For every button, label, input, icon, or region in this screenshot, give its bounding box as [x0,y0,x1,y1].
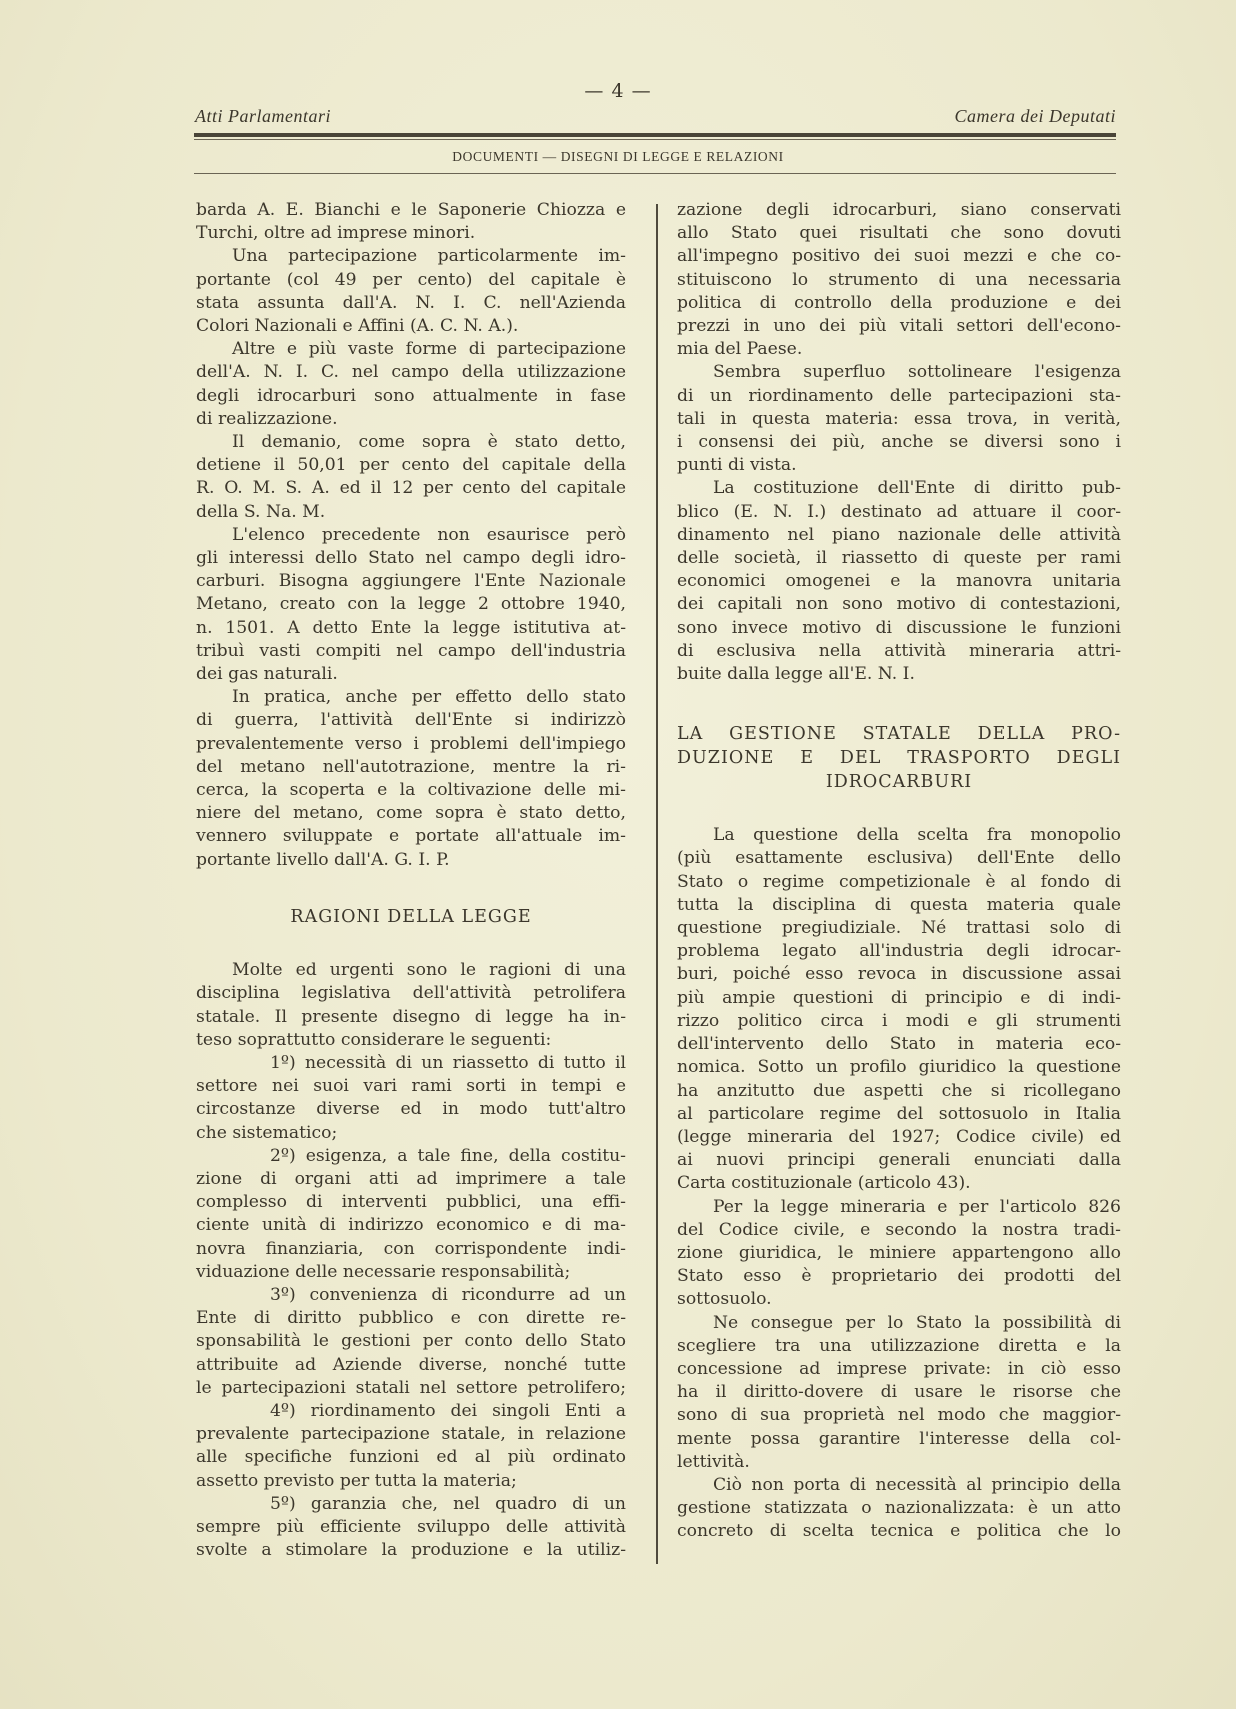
text-line: portante (col 49 per cento) del capitale è [196,269,626,290]
text-line: della S. Na. M. [196,501,326,522]
running-header-right: Camera dei Deputati [954,106,1116,126]
text-line: complesso di interventi pubblici, una effi- [196,1192,626,1213]
text-line: assetto previsto per tutta la materia; [196,1470,517,1491]
text-line: tali in questa materia: essa trova, in verità, [677,408,1121,429]
text-line: concessione ad imprese private: in ciò esso [677,1358,1121,1379]
text-line: dei capitali non sono motivo di contestazioni, [677,594,1121,615]
text-line: gestione statizzata o nazionalizzata: è un atto [677,1498,1121,1519]
text-line: blico (E. N. I.) destinato ad attuare il coor- [677,501,1121,522]
text-line: ha il diritto-dovere di usare le risorse che [677,1382,1121,1403]
text-line: dinamento nel piano nazionale delle attività [677,524,1121,545]
text-line: stituiscono lo strumento di una necessaria [677,269,1121,290]
text-line: La questione della scelta fra monopolio [713,825,1121,846]
text-line: zione di organi atti ad imprimere a tale [196,1168,626,1189]
text-line: detiene il 50,01 per cento del capitale della [196,455,626,476]
text-line: degli idrocarburi sono attualmente in fase [196,385,626,406]
text-line: R. O. M. S. A. ed il 12 per cento del capitale [196,478,626,499]
text-line: 2º) esigenza, a tale fine, della costitu- [270,1145,626,1166]
text-line: rizzo politico circa i modi e gli strumenti [677,1010,1121,1031]
text-line: dell'A. N. I. C. nel campo della utilizzazione [196,362,626,383]
text-line: sono invece motivo di discussione le funzioni [677,617,1121,638]
text-line: buri, poiché esso revoca in discussione assai [677,964,1121,985]
text-line: 4º) riordinamento dei singoli Enti a [270,1400,626,1421]
text-line: vennero sviluppate e portate all'attuale im- [196,826,626,847]
text-line: politica di controllo della produzione e dei [677,292,1121,313]
text-line: viduazione delle necessarie responsabilità; [196,1261,571,1282]
left-column-text-bottom [196,959,626,1562]
text-line: nomica. Sotto un profilo giuridico la questione [677,1057,1121,1078]
text-line: attribuite ad Aziende diverse, nonché tutte [196,1354,626,1375]
heading-line: LA GESTIONE STATALE DELLA PRO- [677,724,1121,745]
text-line: del Codice civile, e secondo la nostra tradi- [677,1219,1121,1240]
text-line: Carta costituzionale (articolo 43). [677,1173,971,1194]
section-heading-ragioni: RAGIONI DELLA LEGGE [290,906,532,927]
text-line: dell'intervento dello Stato in materia eco- [677,1034,1121,1055]
right-column-text-bottom [677,824,1121,1543]
text-line: 1º) necessità di un riassetto di tutto il [270,1052,626,1073]
page-number: — 4 — [584,80,652,102]
text-line: In pratica, anche per effetto dello stato [232,687,626,708]
text-line: scegliere tra una utilizzazione diretta e la [677,1335,1121,1356]
text-line: La costituzione dell'Ente di diritto pub- [713,478,1121,499]
section-rule [194,173,1116,174]
text-line: Stato esso è proprietario dei prodotti del [677,1266,1121,1287]
text-line: (legge mineraria del 1927; Codice civile) ed [677,1126,1121,1147]
text-line: Altre e più vaste forme di partecipazione [232,339,626,360]
text-line: al particolare regime del sottosuolo in Italia [677,1103,1121,1124]
text-line: i consensi dei più, anche se diversi sono i [677,432,1121,453]
text-line: che sistematico; [196,1122,338,1143]
text-line: (più esattamente esclusiva) dell'Ente dello [677,848,1121,869]
right-column [677,199,1121,1544]
text-line: novra finanziaria, con corrispondente indi- [196,1238,626,1259]
text-line: ciente unità di indirizzo economico e di ma- [196,1215,626,1236]
text-line: Turchi, oltre ad imprese minori. [196,223,476,244]
text-line: Per la legge mineraria e per l'articolo 826 [713,1196,1121,1217]
text-line: sponsabilità le gestioni per conto dello Stato [196,1331,626,1352]
text-line: concreto di scelta tecnica e politica che lo [677,1521,1121,1542]
section-header: DOCUMENTI — DISEGNI DI LEGGE E RELAZIONI [452,149,784,164]
right-column-text-top [677,199,1121,686]
text-line: prevalentemente verso i problemi dell'impiego [196,733,626,754]
text-line: allo Stato quei risultati che sono dovuti [677,223,1121,244]
text-line: statale. Il presente disegno di legge ha in- [196,1006,626,1027]
text-line: sempre più efficiente sviluppo delle attività [196,1516,626,1537]
text-line: zione giuridica, le miniere appartengono allo [677,1242,1121,1263]
text-line: ai nuovi principi generali enunciati dalla [677,1150,1121,1171]
text-line: mia del Paese. [677,339,803,360]
text-line: Metano, creato con la legge 2 ottobre 1940, [196,594,626,615]
text-line: delle società, il riassetto di queste per rami [677,548,1121,569]
text-line: tutta la disciplina di questa materia quale [677,894,1121,915]
text-line: questione pregiudiziale. Né trattasi solo di [677,918,1121,939]
text-line: Il demanio, come sopra è stato detto, [232,432,626,453]
text-line: cerca, la scoperta e la coltivazione delle mi- [196,780,626,801]
text-line: svolte a stimolare la produzione e la utiliz- [196,1540,626,1561]
text-line: Stato o regime competizionale è al fondo di [677,871,1121,892]
text-line: tribuì vasti compiti nel campo dell'industria [196,640,626,661]
section-heading-gestione [677,722,1121,794]
text-line: sottosuolo. [677,1289,772,1310]
text-line: sono di sua proprietà nel modo che maggior- [677,1405,1121,1426]
text-line: del metano nell'autotrazione, mentre la ri- [196,756,626,777]
text-line: Una partecipazione particolarmente im- [232,246,626,267]
text-line: portante livello dall'A. G. I. P. [196,849,450,870]
text-line: n. 1501. A detto Ente la legge istitutiva at- [196,617,626,638]
text-line: carburi. Bisogna aggiungere l'Ente Nazionale [196,571,626,592]
text-line: di guerra, l'attività dell'Ente si indirizzò [196,710,626,731]
text-line: di esclusiva nella attività mineraria attri- [677,640,1121,661]
text-line: circostanze diverse ed in modo tutt'altro [196,1099,626,1120]
text-line: teso soprattutto considerare le seguenti: [196,1029,552,1050]
text-line: Sembra superfluo sottolineare l'esigenza [713,362,1121,383]
text-line: le partecipazioni statali nel settore petrolifero; [196,1377,626,1398]
text-line: Ne consegue per lo Stato la possibilità di [713,1312,1121,1333]
text-line: alle specifiche funzioni ed al più ordinato [196,1447,626,1468]
text-line: di realizzazione. [196,408,338,429]
text-line: stata assunta dall'A. N. I. C. nell'Azienda [196,292,626,313]
text-line: disciplina legislativa dell'attività petrolifera [196,983,626,1004]
text-line: Ente di diritto pubblico e con dirette re- [196,1308,626,1329]
text-line: 3º) convenienza di ricondurre ad un [270,1284,626,1305]
text-line: economici omogenei e la manovra unitaria [677,571,1121,592]
text-line: dei gas naturali. [196,664,338,685]
text-line: lettività. [677,1451,750,1472]
text-line: L'elenco precedente non esaurisce però [232,524,626,545]
text-line: niere del metano, come sopra è stato detto, [196,803,626,824]
text-line: Colori Nazionali e Affini (A. C. N. A.). [196,316,519,337]
running-header-left: Atti Parlamentari [195,106,331,126]
text-line: ha anzitutto due aspetti che si ricollegano [677,1080,1121,1101]
header-rule-thick [194,133,1116,137]
heading-line: IDROCARBURI [825,772,973,793]
text-line: buite dalla legge all'E. N. I. [677,664,915,685]
text-line: Molte ed urgenti sono le ragioni di una [232,960,626,981]
text-line: barda A. E. Bianchi e le Saponerie Chiozza e [196,200,626,220]
text-line: all'impegno positivo dei suoi mezzi e che co- [677,246,1121,267]
text-line: 5º) garanzia che, nel quadro di un [270,1493,626,1514]
text-line: gli interessi dello Stato nel campo degli idro- [196,548,626,569]
text-line: punti di vista. [677,455,797,476]
heading-line: DUZIONE E DEL TRASPORTO DEGLI [677,748,1121,769]
text-line: Ciò non porta di necessità al principio della [713,1474,1121,1495]
left-column [196,199,626,1562]
text-line: mente possa garantire l'interesse della col- [677,1428,1121,1449]
text-line: zazione degli idrocarburi, siano conservati [677,200,1121,220]
text-line: settore nei suoi vari rami sorti in tempi e [196,1076,626,1097]
left-column-text-top [196,199,626,872]
header-rule-thin [194,139,1116,140]
text-line: più ampie questioni di principio e di indi- [677,987,1121,1008]
text-line: problema legato all'industria degli idrocar- [677,941,1121,962]
text-line: prezzi in uno dei più vitali settori dell'econo- [677,316,1121,337]
text-line: di un riordinamento delle partecipazioni sta- [677,385,1121,406]
column-divider [656,204,658,1564]
text-line: prevalente partecipazione statale, in relazione [196,1424,626,1445]
